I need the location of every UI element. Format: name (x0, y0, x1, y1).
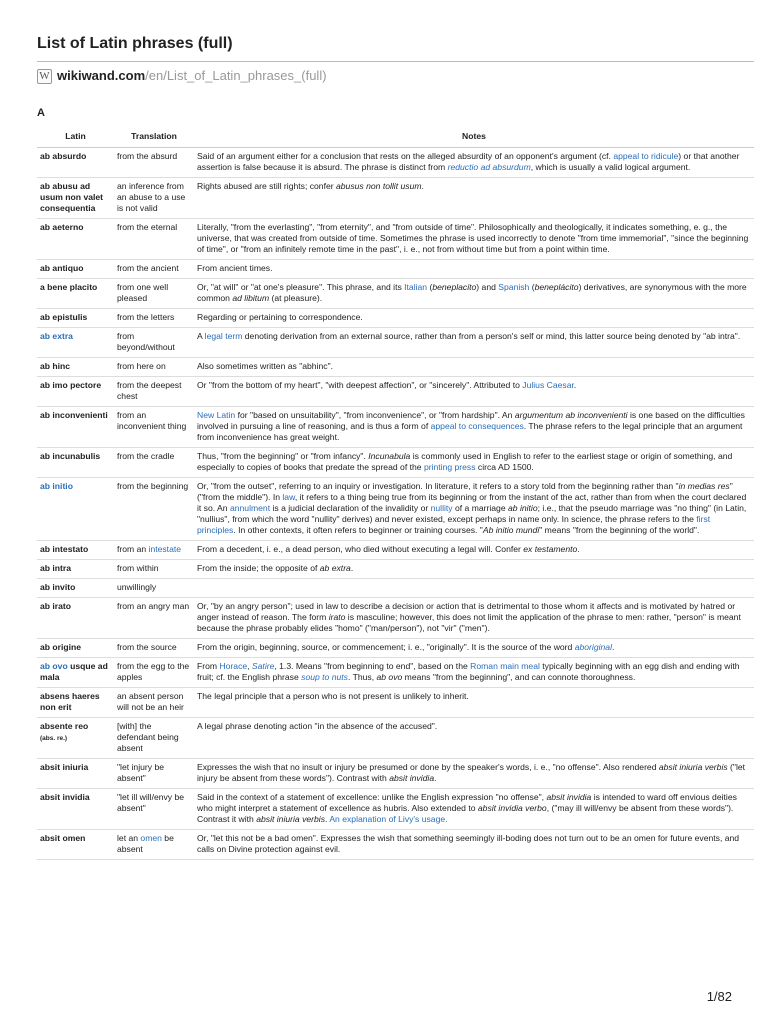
latin-term-text: absit invidia (40, 792, 90, 802)
latin-term[interactable] (37, 328, 114, 358)
notes-cell (194, 688, 754, 718)
latin-term (37, 358, 114, 377)
table-row (37, 560, 754, 579)
latin-term-text[interactable]: ab extra (40, 331, 73, 341)
inline-link[interactable]: Horace (219, 661, 248, 671)
notes-cell (194, 219, 754, 260)
text-run: Or, "by an angry person"; used in law to describe a decision or action that is detrimental to those whom it affects and is motivated by hatred or anger instead of reason. The form (197, 601, 736, 622)
text-run: Said in the context of a statement of excellence: unlike the English expression "no offense", (197, 792, 547, 802)
inline-link[interactable]: appeal to ridicule (613, 151, 679, 161)
text-run: A legal phrase denoting action "in the absence of the accused". (197, 721, 438, 731)
text-run: an absent person will not be an heir (117, 691, 184, 712)
notes-cell (194, 598, 754, 639)
text-run: . (434, 773, 437, 783)
italic-term: beneplacito (432, 282, 477, 292)
text-run: Thus, "from the beginning" or "from infancy". (197, 451, 369, 461)
text-run: A (197, 331, 205, 341)
inline-link[interactable]: Julius Caesar (522, 380, 574, 390)
text-run: from the deepest chest (117, 380, 182, 401)
inline-link[interactable]: Spanish (498, 282, 530, 292)
text-run: is commonly used in English to refer to the earliest stage or origin of something, and especially to copies of books that predate the spread of the (197, 451, 733, 472)
notes-cell (194, 789, 754, 830)
italic-term: ex testamento (523, 544, 578, 554)
text-run: , which is usually a valid logical argument. (530, 162, 691, 172)
table-body (37, 148, 754, 860)
latin-term-rest: usque ad mala (40, 661, 108, 682)
text-run: unwillingly (117, 582, 157, 592)
latin-term-text: ab absurdo (40, 151, 87, 161)
text-run: ) or that another assertion is false because it is absurd. The phrase is distinct from (197, 151, 740, 172)
text-run: from an (117, 544, 149, 554)
table-row (37, 688, 754, 718)
source-path[interactable]: /en/List_of_Latin_phrases_(full) (145, 68, 327, 83)
text-run: from here on (117, 361, 166, 371)
inline-link[interactable]: An explanation of Livy's usage. (329, 814, 448, 824)
text-run: from an angry man (117, 601, 190, 611)
table-row (37, 541, 754, 560)
inline-link[interactable]: printing press (423, 462, 476, 472)
inline-link[interactable]: New Latin (197, 410, 236, 420)
latin-term-text: ab aeterno (40, 222, 84, 232)
notes-cell (194, 478, 754, 541)
table-row (37, 219, 754, 260)
text-run: , it refers to a thing being true from its beginning or from the instant of the act, rather than from when the court declared it so. An (197, 492, 747, 513)
latin-term (37, 279, 114, 309)
text-run: is intended to ward off envious deities who might interpret a statement of excellence as hubris. Also extended to (197, 792, 737, 813)
latin-phrases-table (37, 128, 754, 860)
latin-term (37, 560, 114, 579)
latin-term[interactable] (37, 478, 114, 541)
text-run: The legal principle that a person who is not present is unlikely to inherit. (197, 691, 469, 701)
italic-term: beneplácito (534, 282, 579, 292)
notes-cell (194, 639, 754, 658)
text-run: (at pleasure). (269, 293, 323, 303)
latin-term (37, 688, 114, 718)
text-run: of a marriage (452, 503, 508, 513)
latin-term-text: ab abusu ad usum non valet consequentia (40, 181, 104, 213)
text-run: Expresses the wish that no insult or injury be presumed or done by the speaker's words, i. e., "no offense". Also rendered (197, 762, 659, 772)
translation-cell (114, 309, 194, 328)
latin-term (37, 260, 114, 279)
latin-term (37, 718, 114, 759)
notes-cell (194, 279, 754, 309)
latin-term-text: ab epistulis (40, 312, 88, 322)
notes-cell (194, 541, 754, 560)
italic-term: absit iniuria verbis (256, 814, 326, 824)
notes-cell (194, 448, 754, 478)
inline-link[interactable]: Satire (251, 661, 275, 671)
table-row (37, 789, 754, 830)
italic-term: ab initio (508, 503, 538, 513)
translation-cell (114, 358, 194, 377)
text-run: from the eternal (117, 222, 178, 232)
page-number: 1/82 (706, 989, 732, 1004)
text-run: be absent (117, 833, 174, 854)
inline-link[interactable]: Italian (404, 282, 428, 292)
latin-term-text: ab irato (40, 601, 72, 611)
inline-link[interactable]: annulment (229, 503, 271, 513)
inline-link[interactable]: omen (140, 833, 162, 843)
table-row (37, 598, 754, 639)
latin-term (37, 830, 114, 860)
italic-term: in medias res (678, 481, 730, 491)
text-run: From the origin, beginning, source, or commencement; i. e., "originally". It is the source of the word (197, 642, 575, 652)
italic-term: absit invidia (389, 773, 435, 783)
latin-term (37, 541, 114, 560)
italic-term: ab ovo (376, 672, 403, 682)
text-run: Literally, "from the everlasting", "from eternity", and "from outside of time". Philosophically and theologically, it indicates something, e. g., the universe, that was created from outside of time. Sometimes the phrase is used incorrectly to denote "from time immemorial", "since the beginning of time", or "from an infinitely remote time in the past", i. e., not from without time but from a point within time. (197, 222, 749, 254)
table-row (37, 830, 754, 860)
translation-cell (114, 688, 194, 718)
latin-term (37, 309, 114, 328)
text-run: from one well pleased (117, 282, 169, 303)
inline-link[interactable]: law (282, 492, 295, 502)
table-row (37, 309, 754, 328)
notes-cell (194, 718, 754, 759)
table-row (37, 279, 754, 309)
latin-term-text: absit iniuria (40, 762, 89, 772)
latin-term (37, 598, 114, 639)
text-run: typically beginning with an egg dish and ending with fruit; cf. the English phrase (197, 661, 740, 682)
latin-term (37, 579, 114, 598)
latin-abbreviation: (abs. re.) (40, 735, 68, 742)
text-run: ( (529, 282, 535, 292)
text-run: from beyond/without (117, 331, 175, 352)
translation-cell (114, 407, 194, 448)
table-row (37, 579, 754, 598)
text-run: from an inconvenient thing (117, 410, 187, 431)
source-site[interactable]: wikiwand.com (57, 68, 146, 83)
text-run: is one based on the difficulties involved in pursuing a line of reasoning, and is thus a form of (197, 410, 745, 431)
latin-term (37, 639, 114, 658)
inline-link[interactable]: nullity (430, 503, 453, 513)
text-run: for "based on unsuitability", "from inconvenience", or "from hardship". An (235, 410, 515, 420)
text-run: . In other contexts, it often refers to beginner or training courses. " (233, 525, 483, 535)
translation-cell (114, 178, 194, 219)
text-run: " ("from the middle"). In (197, 481, 733, 502)
translation-cell (114, 260, 194, 279)
latin-term (37, 448, 114, 478)
table-row (37, 718, 754, 759)
section-heading: A (37, 107, 45, 119)
text-run: Regarding or pertaining to correspondence. (197, 312, 363, 322)
text-run: Or, "from the outset", referring to an inquiry or investigation. In literature, it refers to a story told from the beginning rather than " (197, 481, 679, 491)
text-run: Said of an argument either for a conclusion that rests on the alleged absurdity of an opponent's argument (cf. (197, 151, 614, 161)
latin-term (37, 178, 114, 219)
inline-link[interactable]: soup to nuts (301, 672, 348, 682)
translation-cell (114, 830, 194, 860)
notes-cell (194, 358, 754, 377)
table-row (37, 148, 754, 178)
translation-cell (114, 658, 194, 688)
text-run: from within (117, 563, 159, 573)
notes-cell (194, 407, 754, 448)
text-run: . (577, 544, 580, 554)
text-run: ("let injury be absent from these words"). Contrast with (197, 762, 746, 783)
latin-term (37, 377, 114, 407)
latin-term-text: ab intestato (40, 544, 89, 554)
latin-term-text: ab origine (40, 642, 82, 652)
table-row (37, 358, 754, 377)
notes-cell (194, 579, 754, 598)
table-row (37, 478, 754, 541)
text-run: ( (427, 282, 433, 292)
inline-link[interactable]: Roman main meal (470, 661, 540, 671)
translation-cell (114, 328, 194, 358)
text-run: is a judicial declaration of the invalidity or (270, 503, 431, 513)
text-run: , ("may ill will/envy be absent from these words"). Contrast it with (197, 803, 734, 824)
table-row (37, 377, 754, 407)
translation-cell (114, 219, 194, 260)
latin-term-text: ab incunabulis (40, 451, 101, 461)
page-title: List of Latin phrases (full) (37, 35, 233, 52)
text-run: an inference from an abuse to a use is not valid (117, 181, 186, 213)
text-run: let an (117, 833, 141, 843)
text-run: . (350, 563, 354, 573)
text-run: from the ancient (117, 263, 179, 273)
latin-term (37, 789, 114, 830)
translation-cell (114, 789, 194, 830)
text-run: from the egg to the apples (117, 661, 190, 682)
latin-term-text: absens haeres non erit (40, 691, 100, 712)
latin-term-text: ab hinc (40, 361, 71, 371)
inline-link[interactable]: intestate (148, 544, 182, 554)
table-row (37, 658, 754, 688)
table-header-row (37, 128, 754, 148)
notes-cell (194, 309, 754, 328)
text-run: denoting derivation from an external source, rather than from a person's self or mind, this latter source being denoted by "ab intra". (242, 331, 741, 341)
italic-term: irato (328, 612, 346, 622)
text-run: means "from the beginning", and can connote thoroughness. (402, 672, 636, 682)
italic-term: argumentum ab inconvenienti (514, 410, 628, 420)
text-run: "let ill will/envy be absent" (117, 792, 185, 813)
text-run: from the beginning (117, 481, 189, 491)
text-run: from the source (117, 642, 177, 652)
wikiwand-logo-icon: W (37, 69, 52, 84)
latin-term (37, 759, 114, 789)
translation-cell (114, 541, 194, 560)
text-run: Or, "at will" or "at one's pleasure". This phrase, and its (197, 282, 405, 292)
text-run: . (421, 181, 424, 191)
notes-cell (194, 260, 754, 279)
translation-cell (114, 478, 194, 541)
latin-term (37, 407, 114, 448)
latin-term-text[interactable]: ab initio (40, 481, 73, 491)
italic-term: Incunabula (368, 451, 411, 461)
text-run: is masculine; however, this does not limit the application of the phrase to men: rather, "person" is meant because the phrase probably elides "homo" ("man/person"), not "vir" ("men"). (197, 612, 741, 633)
notes-cell (194, 328, 754, 358)
text-run: Rights abused are still rights; confer (197, 181, 336, 191)
inline-link[interactable]: appeal to consequences (430, 421, 524, 431)
inline-link[interactable]: legal term (204, 331, 243, 341)
text-run: ) derivatives, are synonymous with the more common (197, 282, 747, 303)
table-row (37, 178, 754, 219)
latin-term-text: ab imo pectore (40, 380, 102, 390)
notes-cell (194, 560, 754, 579)
text-run: from the letters (117, 312, 175, 322)
latin-term-text: ab invito (40, 582, 76, 592)
notes-cell (194, 830, 754, 860)
title-divider (37, 61, 754, 62)
translation-cell (114, 377, 194, 407)
notes-cell (194, 759, 754, 789)
text-run: . The phrase refers to the legal principle that an argument from inconvenience has great weight. (197, 421, 743, 442)
translation-cell (114, 148, 194, 178)
translation-cell (114, 718, 194, 759)
notes-cell (194, 148, 754, 178)
notes-cell (194, 178, 754, 219)
text-run: . (325, 814, 330, 824)
latin-term-text: absente reo (40, 721, 89, 731)
text-run: From the inside; the opposite of (197, 563, 320, 573)
text-run: From a decedent, i. e., a dead person, who died without executing a legal will. Confer (197, 544, 524, 554)
text-run: "let injury be absent" (117, 762, 164, 783)
notes-cell (194, 658, 754, 688)
inline-link[interactable]: first principles (197, 514, 711, 535)
inline-link[interactable]: reductio ad absurdum (447, 162, 531, 172)
italic-term: absit invidia verbo (477, 803, 547, 813)
translation-cell (114, 560, 194, 579)
italic-term: ab extra (319, 563, 351, 573)
latin-term (37, 148, 114, 178)
text-run: Or "from the bottom of my heart", "with deepest affection", or "sincerely". Attributed to (197, 380, 523, 390)
table-row (37, 448, 754, 478)
translation-cell (114, 579, 194, 598)
italic-term: abusus non tollit usum (336, 181, 422, 191)
latin-term-text: absit omen (40, 833, 86, 843)
italic-term: ad libitum (232, 293, 270, 303)
notes-cell (194, 377, 754, 407)
translation-cell (114, 279, 194, 309)
source-line[interactable] (37, 67, 327, 85)
text-run: circa AD 1500. (475, 462, 534, 472)
text-run: [with] the defendant being absent (117, 721, 179, 753)
column-header-notes: Notes (194, 128, 754, 148)
text-run: . (612, 642, 615, 652)
column-header-latin: Latin (37, 128, 114, 148)
latin-term-text: ab intra (40, 563, 72, 573)
text-run: " means "from the beginning of the world". (539, 525, 700, 535)
italic-term: absit invidia (546, 792, 592, 802)
text-run: from the absurd (117, 151, 178, 161)
text-run: From (197, 661, 220, 671)
latin-term-link[interactable]: ab ovo (40, 661, 68, 671)
text-run: . (573, 380, 577, 390)
text-run: ; i.e., that the pseudo marriage was "no thing" (in Latin, "nullius", from which the word "nullity" derives) and never existed, except perhaps in name only. In science, the phrase refers to the (197, 503, 747, 524)
translation-cell (114, 759, 194, 789)
latin-term-text: a bene placito (40, 282, 98, 292)
text-run: From ancient times. (197, 263, 273, 273)
text-run: ) and (476, 282, 499, 292)
text-run: , 1.3. Means "from beginning to end", based on the (274, 661, 471, 671)
table-row (37, 639, 754, 658)
italic-term: Ab initio mundi (482, 525, 540, 535)
text-run: . Thus, (347, 672, 377, 682)
inline-link[interactable]: aboriginal (574, 642, 612, 652)
column-header-translation: Translation (114, 128, 194, 148)
latin-term-text: ab inconvenienti (40, 410, 108, 420)
table-row (37, 260, 754, 279)
table-row (37, 407, 754, 448)
text-run: Also sometimes written as "abhinc". (197, 361, 334, 371)
latin-term (37, 658, 114, 688)
table-row (37, 759, 754, 789)
text-run: , (247, 661, 252, 671)
latin-term-text: ab antiquo (40, 263, 84, 273)
text-run: from the cradle (117, 451, 175, 461)
translation-cell (114, 639, 194, 658)
translation-cell (114, 598, 194, 639)
italic-term: absit iniuria verbis (658, 762, 728, 772)
table-row (37, 328, 754, 358)
latin-term (37, 219, 114, 260)
text-run: Or, "let this not be a bad omen". Expresses the wish that something seemingly ill-boding does not turn out to be an omen for future events, and calls on Divine protection against evil. (197, 833, 740, 854)
translation-cell (114, 448, 194, 478)
